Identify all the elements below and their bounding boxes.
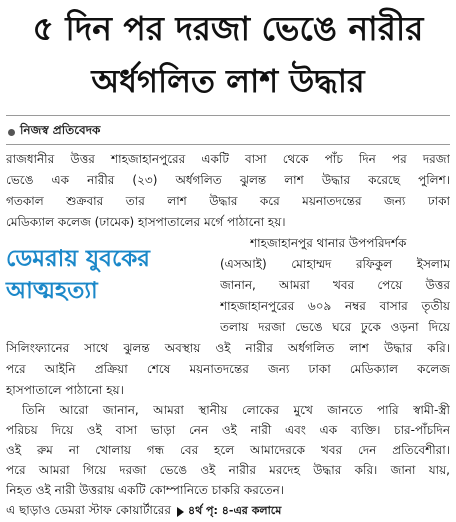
continuation-line — [6, 502, 450, 521]
body-line: তিনি আরো জানান, আমরা স্থানীয় লোকের মুখে জানতে পারি স্বামী-স্ত্রী — [22, 403, 450, 417]
body-line: সিলিংফ্যানের সাথে ঝুলন্ত অবস্থায় ওই নারীর অর্ধগলিত লাশ উদ্ধার করি। — [6, 341, 450, 355]
body-line: রাজধানীর উত্তর শাহজাহানপুরের একটি বাসা থেকে পাঁচ দিন পর দরজা — [6, 152, 450, 166]
body-line: জানান, আমরা খবর পেয়ে উত্তর — [220, 278, 450, 292]
byline-divider — [6, 144, 450, 145]
continuation-lead: এ ছাড়াও ডেমরা স্টাফ কোয়ার্টারের — [6, 502, 171, 517]
body-line: পরে আইনি প্রক্রিয়া শেষে ময়নাতদন্তের জন্য ঢাকা মেডিক্যাল কলেজ — [6, 362, 450, 376]
continuation-jump: ৪র্থ পৃ: ৪-এর কলামে — [187, 504, 282, 517]
body-line: ওই রুম না খোলায় গন্ধ বের হলে আমাদেরকে খবর দেন প্রতিবেশীরা। — [6, 443, 450, 457]
body-line: গতকাল শুক্রবার তার লাশ উদ্ধার করে ময়নাতদন্তের জন্য ঢাকা — [6, 194, 450, 208]
body-line: পরে আমরা গিয়ে দরজা ভেঙে ওই নারীর মরদেহ উদ্ধার করি। জানা যায়, — [6, 463, 450, 477]
body-line: পরিচয় দিয়ে ওই বাসা ভাড়া নেন ওই নারী এবং এক ব্যক্তি। চার-পাঁচদিন — [6, 423, 450, 437]
body-line: হাসপাতালে পাঠানো হয়। — [6, 383, 124, 397]
body-line: শাহজাহানপুরের ৬০৯ নম্বর বাসার তৃতীয় — [220, 299, 450, 313]
headline-line-1: ৫ দিন পর দরজা ভেঙে নারীর — [32, 9, 424, 48]
body-line-final: নিহত ওই নারী উত্তরায় একটি কোম্পানিতে চাকরি করতেন। — [6, 483, 285, 497]
bullet-icon — [8, 129, 15, 136]
body-line: (এসআই) মোহাম্মদ রফিকুল ইসলাম — [220, 257, 450, 271]
byline — [8, 124, 100, 140]
body-line: ভেঙে এক নারীর (২৩) অর্ধগলিত ঝুলন্ত লাশ উদ্ধার করেছে পুলিশ। — [6, 173, 450, 187]
body-line: তলায় দরজা ভেঙে ঘরে ঢুকে ওড়না দিয়ে — [220, 320, 450, 334]
headline-divider — [6, 115, 450, 116]
byline-text: নিজস্ব প্রতিবেদক — [20, 123, 101, 137]
arrow-right-icon — [177, 507, 184, 517]
headline-line-2: অর্ধগলিত লাশ উদ্ধার — [91, 62, 365, 100]
subhead-line-2: আত্মহত্যা — [6, 278, 98, 304]
body-line: শাহজাহানপুর থানার উপপরিদর্শক — [250, 236, 407, 250]
body-line: মেডিক্যাল কলেজ (ঢামেক) হাসপাতালের মর্গে পাঠানো হয়। — [6, 215, 286, 229]
subhead-line-1: ডেমরায় যুবকের — [6, 246, 150, 272]
